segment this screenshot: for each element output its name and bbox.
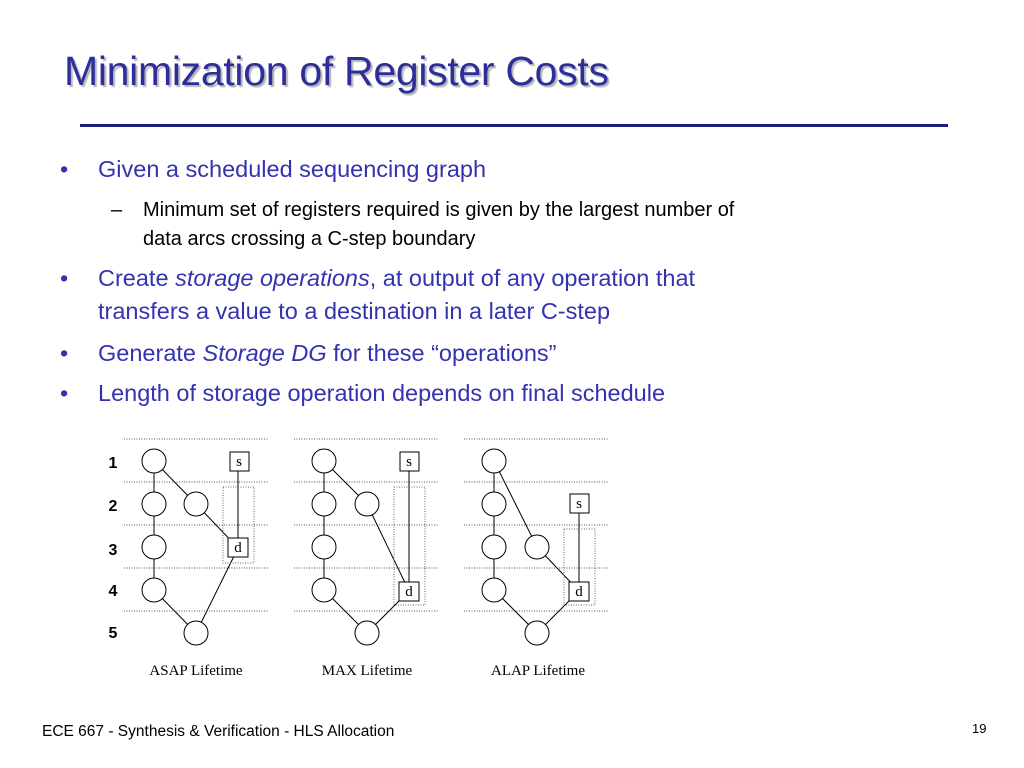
- operation-node: [482, 449, 506, 473]
- operation-node: [312, 578, 336, 602]
- operation-node: [482, 492, 506, 516]
- bullet-marker: •: [60, 340, 69, 366]
- operation-node: [184, 621, 208, 645]
- bullet-2-emphasis: storage operations: [175, 265, 370, 291]
- bullet-2-pre: Create: [98, 265, 176, 291]
- sub-bullet-1-line-2: data arcs crossing a C-step boundary: [143, 228, 476, 250]
- storage-s-label: s: [406, 454, 412, 470]
- max-panel: [312, 449, 425, 645]
- operation-node: [482, 535, 506, 559]
- bullet-marker: •: [60, 156, 69, 182]
- bullet-3-post: for these “operations”: [326, 340, 557, 366]
- page-number: 19: [972, 721, 987, 736]
- bullet-3-emphasis: Storage DG: [202, 340, 327, 366]
- operation-node: [312, 449, 336, 473]
- storage-s-label: s: [576, 496, 582, 512]
- operation-node: [142, 535, 166, 559]
- operation-node: [355, 621, 379, 645]
- bullet-1-text: Given a scheduled sequencing graph: [98, 156, 487, 182]
- cstep-labels: [109, 455, 118, 642]
- bullet-3-pre: Generate: [98, 340, 203, 366]
- operation-node: [525, 535, 549, 559]
- bullet-2-post: , at output of any operation that: [369, 265, 696, 291]
- sub-bullet-1-line-1: Minimum set of registers required is given by the largest number of: [143, 199, 735, 221]
- storage-d-label: d: [234, 540, 242, 556]
- operation-node: [355, 492, 379, 516]
- storage-s-label: s: [236, 454, 242, 470]
- footer-text: ECE 667 - Synthesis & Verification - HLS Allocation: [42, 723, 395, 740]
- cstep-label-2: 2: [108, 498, 118, 515]
- sub-bullet-marker: –: [111, 199, 123, 221]
- slide-title: Minimization of Register Costs: [64, 48, 609, 94]
- operation-node: [312, 492, 336, 516]
- operation-node: [184, 492, 208, 516]
- operation-node: [142, 578, 166, 602]
- cstep-boundaries: [124, 439, 608, 611]
- storage-d-label: d: [405, 584, 413, 600]
- cstep-label-4: 4: [108, 583, 118, 600]
- bullet-marker: •: [60, 265, 69, 291]
- bullet-4-text: Length of storage operation depends on final schedule: [98, 380, 666, 406]
- cstep-label-5: 5: [108, 625, 118, 642]
- bullet-2-line-2: transfers a value to a destination in a later C-step: [98, 298, 611, 324]
- bullet-marker: •: [60, 380, 69, 406]
- operation-node: [525, 621, 549, 645]
- panel-captions: [149, 663, 585, 679]
- cstep-label-3: 3: [108, 542, 118, 559]
- operation-node: [482, 578, 506, 602]
- cstep-label-1: 1: [108, 455, 118, 472]
- operation-node: [142, 492, 166, 516]
- operation-node: [312, 535, 336, 559]
- alap-panel: [482, 449, 595, 645]
- storage-d-label: d: [575, 584, 583, 600]
- alap-caption: ALAP Lifetime: [490, 663, 586, 679]
- operation-node: [142, 449, 166, 473]
- asap-caption: ASAP Lifetime: [149, 663, 243, 679]
- max-caption: MAX Lifetime: [321, 663, 413, 679]
